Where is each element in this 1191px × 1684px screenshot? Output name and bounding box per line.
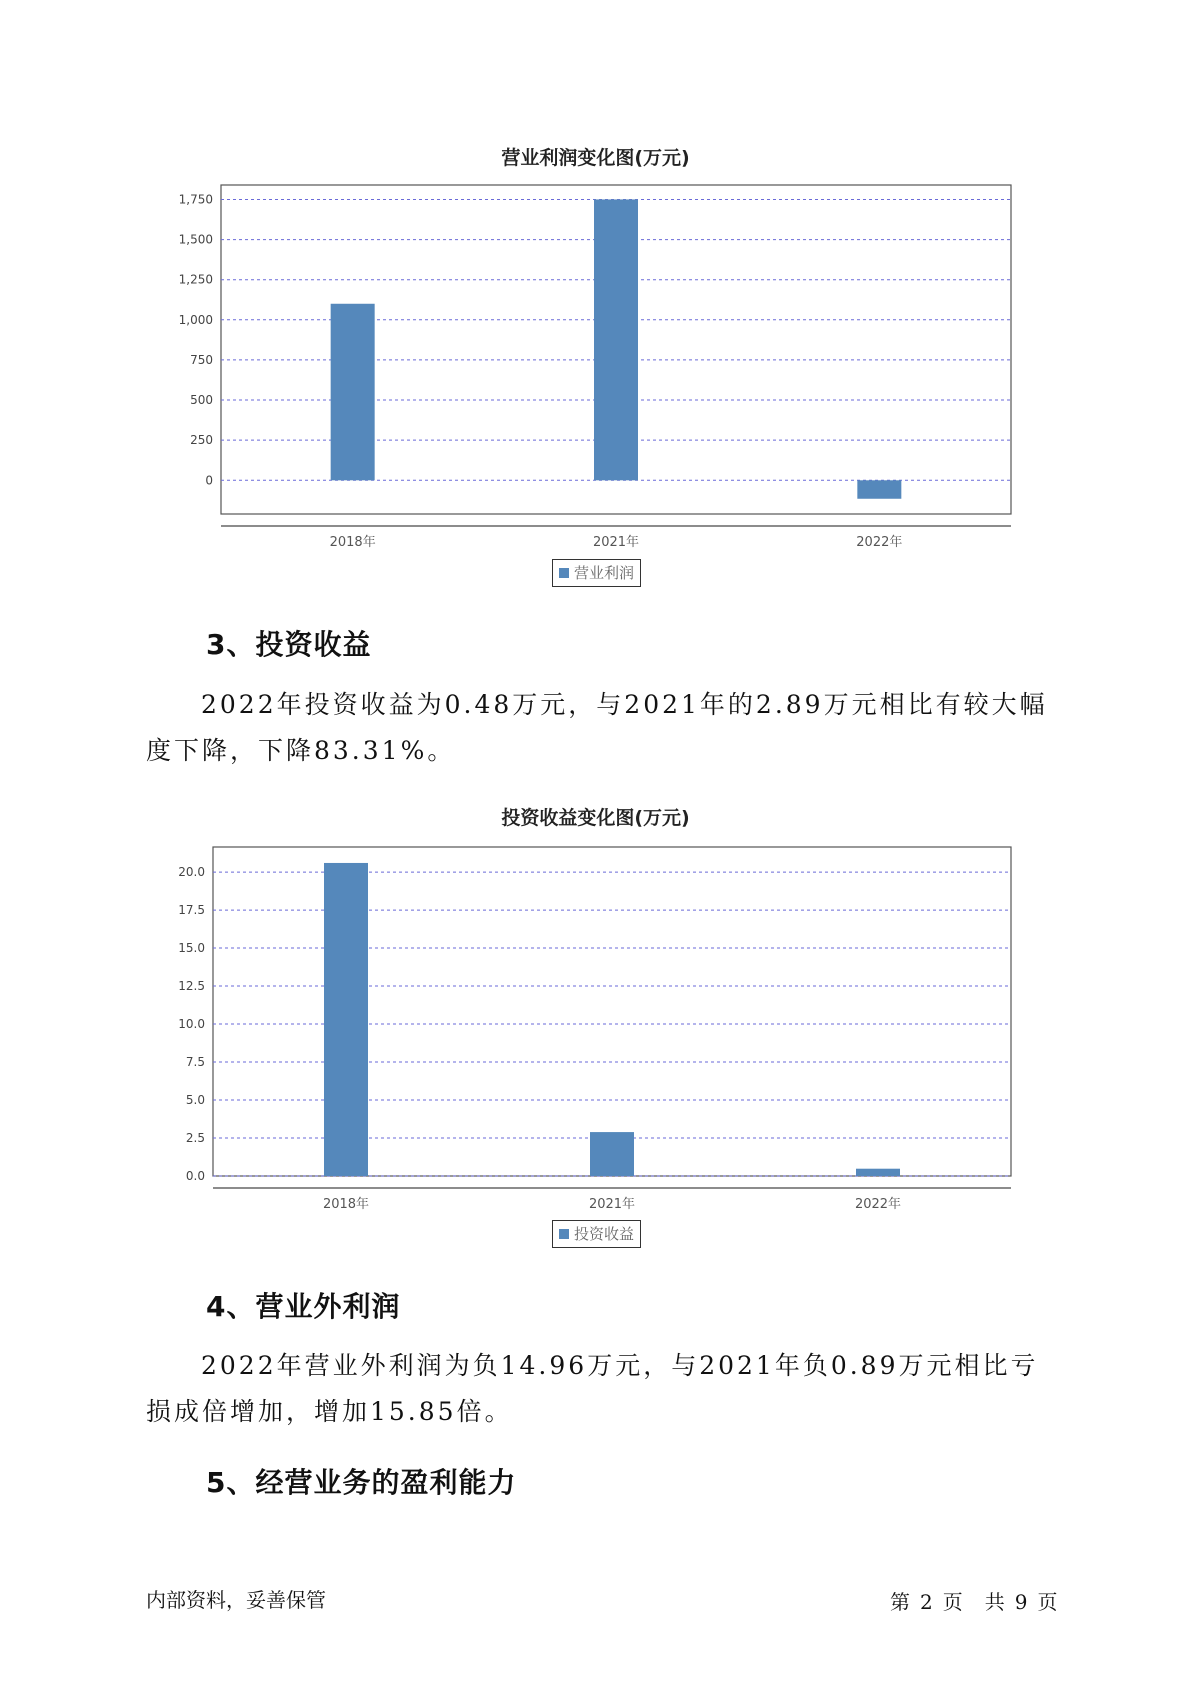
x-tick-label: 2018年: [322, 1197, 370, 1212]
page-label-1: 第: [890, 1590, 910, 1614]
y-tick-label: 1,250: [178, 272, 213, 287]
y-tick-label: 250: [190, 433, 213, 448]
section3-paragraph: 2022年投资收益为0.48万元，与2021年的2.89万元相比有较大幅度下降，下降83.31%。: [146, 690, 1048, 765]
bar-2018年: [324, 863, 368, 1176]
x-tick-label: 2021年: [588, 1197, 636, 1212]
total-label-2: 页: [1037, 1590, 1058, 1614]
y-tick-label: 0.0: [185, 1169, 205, 1183]
x-tick-label: 2022年: [854, 1197, 902, 1212]
total-label-1: 共: [984, 1590, 1005, 1614]
bar-2021年: [590, 1132, 634, 1176]
y-tick-label: 7.5: [185, 1055, 205, 1070]
y-tick-label: 12.5: [178, 979, 205, 994]
legend-swatch: [559, 1229, 569, 1239]
x-tick-label: 2021年: [592, 535, 640, 550]
page-number: 2: [920, 1590, 933, 1614]
y-tick-label: 17.5: [178, 903, 205, 918]
section5-heading: 5、经营业务的盈利能力: [206, 1466, 517, 1499]
chart2-legend: [552, 1220, 641, 1248]
section4-heading: 4、营业外利润: [206, 1290, 401, 1323]
y-tick-label: 500: [190, 393, 213, 408]
y-tick-label: 0: [205, 473, 213, 488]
y-tick-label: 1,000: [178, 312, 213, 327]
y-tick-label: 1,500: [178, 232, 213, 247]
bar-2022年: [856, 1169, 900, 1176]
y-tick-label: 15.0: [178, 941, 205, 956]
total-pages: 9: [1014, 1590, 1028, 1614]
y-tick-label: 1,750: [178, 192, 213, 207]
x-tick-label: 2018年: [329, 535, 376, 550]
x-tick-label: 2022年: [856, 535, 903, 550]
chart2-title: 投资收益变化图(万元): [501, 807, 690, 829]
y-tick-label: 10.0: [178, 1017, 205, 1032]
y-tick-label: 5.0: [185, 1093, 205, 1108]
section4-paragraph: 2022年营业外利润为负14.96万元，与2021年负0.89万元相比亏损成倍增加，增加15.85倍。: [146, 1351, 1039, 1426]
page-label-2: 页: [942, 1590, 963, 1614]
chart1-legend-label: 营业利润: [574, 564, 635, 582]
y-tick-label: 20.0: [178, 865, 205, 880]
y-tick-label: 2.5: [185, 1131, 205, 1146]
chart1-title: 营业利润变化图(万元): [501, 147, 690, 169]
y-tick-label: 750: [190, 352, 213, 367]
chart2-legend-label: 投资收益: [574, 1225, 635, 1243]
footer-page-info: [890, 1586, 1067, 1615]
section3-heading: 3、投资收益: [206, 628, 372, 661]
footer-confidential-note: 内部资料，妥善保管: [146, 1588, 326, 1612]
